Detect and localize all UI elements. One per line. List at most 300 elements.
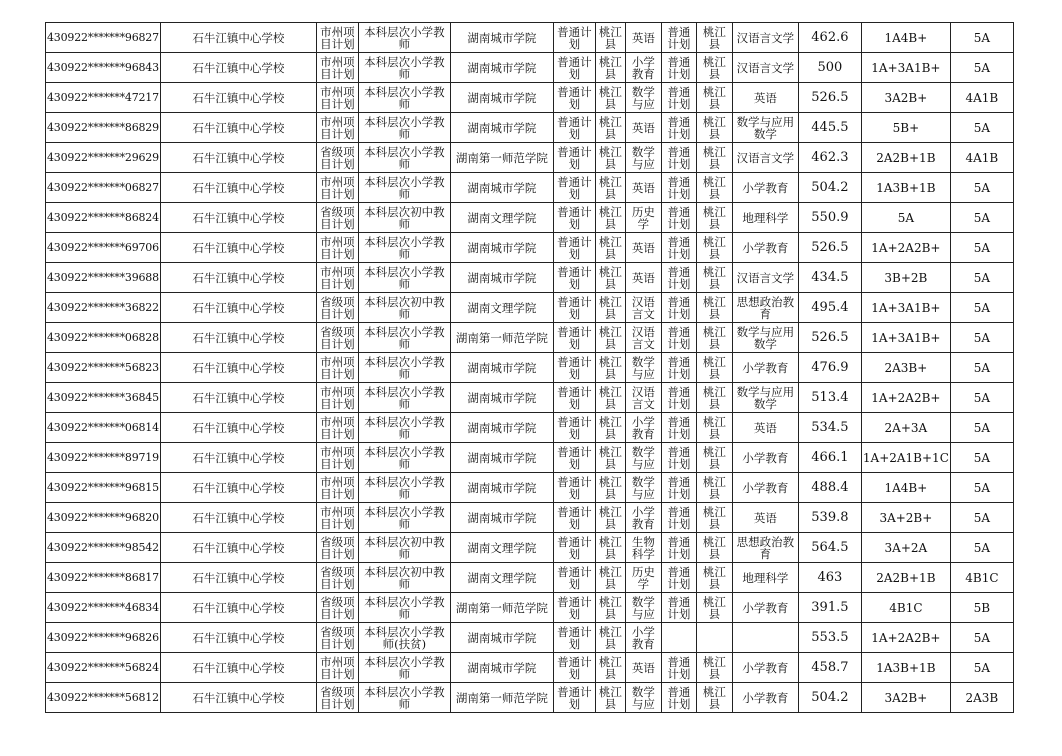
county-2-cell: 桃江县 [696,263,732,293]
college-cell: 湖南城市学院 [450,383,553,413]
score-cell: 463 [798,563,861,593]
plan-level-cell: 市州项目计划 [316,263,358,293]
plan-type-cell: 普通计划 [553,203,595,233]
grade-combination-cell: 1A+3A1B+ [861,53,950,83]
program-cell: 本科层次小学教师 [358,653,450,683]
major-cell: 英语 [732,503,798,533]
county-cell: 桃江县 [595,683,625,713]
grade-level-cell: 5A [950,173,1013,203]
grade-combination-cell: 3A2B+ [861,683,950,713]
major-cell: 小学教育 [732,233,798,263]
major-cell: 汉语言文学 [732,143,798,173]
school-cell: 石牛江镇中心学校 [160,203,316,233]
plan-type-cell: 普通计划 [553,623,595,653]
school-cell: 石牛江镇中心学校 [160,473,316,503]
college-cell: 湖南第一师范学院 [450,143,553,173]
college-cell: 湖南城市学院 [450,653,553,683]
major-cell: 地理科学 [732,563,798,593]
grade-combination-cell: 3A2B+ [861,83,950,113]
grade-combination-cell: 2A2B+1B [861,563,950,593]
college-cell: 湖南城市学院 [450,173,553,203]
subject-cell: 数学与应 [625,83,661,113]
college-cell: 湖南文理学院 [450,563,553,593]
grade-level-cell: 5A [950,113,1013,143]
program-cell: 本科层次初中教师 [358,563,450,593]
id-number-cell: 430922*******47217 [46,83,161,113]
plan-level-cell: 省级项目计划 [316,563,358,593]
school-cell: 石牛江镇中心学校 [160,323,316,353]
program-cell: 本科层次小学教师 [358,683,450,713]
grade-level-cell: 5A [950,353,1013,383]
grade-combination-cell: 1A+2A2B+ [861,233,950,263]
major-cell: 小学教育 [732,473,798,503]
major-cell: 汉语言文学 [732,23,798,53]
county-2-cell: 桃江县 [696,53,732,83]
county-2-cell: 桃江县 [696,533,732,563]
plan-type-2-cell: 普通计划 [661,323,696,353]
major-cell: 思想政治教育 [732,533,798,563]
table-row [46,293,1014,323]
plan-level-cell: 市州项目计划 [316,53,358,83]
college-cell: 湖南城市学院 [450,23,553,53]
score-cell: 500 [798,53,861,83]
plan-type-2-cell: 普通计划 [661,143,696,173]
subject-cell: 数学与应 [625,443,661,473]
program-cell: 本科层次小学教师 [358,443,450,473]
score-cell: 458.7 [798,653,861,683]
county-2-cell: 桃江县 [696,113,732,143]
college-cell: 湖南城市学院 [450,473,553,503]
county-cell: 桃江县 [595,533,625,563]
program-cell: 本科层次小学教师 [358,353,450,383]
subject-cell: 小学教育 [625,623,661,653]
county-cell: 桃江县 [595,173,625,203]
table-row [46,533,1014,563]
plan-type-2-cell: 普通计划 [661,53,696,83]
grade-level-cell: 5A [950,203,1013,233]
plan-level-cell: 市州项目计划 [316,113,358,143]
county-2-cell: 桃江县 [696,683,732,713]
plan-type-cell: 普通计划 [553,53,595,83]
school-cell: 石牛江镇中心学校 [160,443,316,473]
grade-level-cell: 4A1B [950,83,1013,113]
subject-cell: 数学与应 [625,473,661,503]
plan-type-cell: 普通计划 [553,233,595,263]
college-cell: 湖南城市学院 [450,503,553,533]
plan-type-2-cell: 普通计划 [661,113,696,143]
plan-type-cell: 普通计划 [553,293,595,323]
school-cell: 石牛江镇中心学校 [160,653,316,683]
major-cell: 小学教育 [732,353,798,383]
score-cell: 526.5 [798,323,861,353]
table-row [46,173,1014,203]
grade-level-cell: 5A [950,413,1013,443]
county-cell: 桃江县 [595,23,625,53]
grade-level-cell: 5A [950,653,1013,683]
subject-cell: 汉语言文 [625,293,661,323]
college-cell: 湖南城市学院 [450,53,553,83]
subject-cell: 小学教育 [625,53,661,83]
id-number-cell: 430922*******29629 [46,143,161,173]
grade-combination-cell: 1A+3A1B+ [861,293,950,323]
program-cell: 本科层次小学教师 [358,413,450,443]
grade-level-cell: 2A3B [950,683,1013,713]
grade-combination-cell: 3A+2B+ [861,503,950,533]
major-cell: 汉语言文学 [732,53,798,83]
subject-cell: 英语 [625,263,661,293]
college-cell: 湖南城市学院 [450,413,553,443]
grade-combination-cell: 2A3B+ [861,353,950,383]
plan-type-cell: 普通计划 [553,653,595,683]
county-2-cell: 桃江县 [696,413,732,443]
id-number-cell: 430922*******86829 [46,113,161,143]
table-row [46,623,1014,653]
table-row [46,683,1014,713]
county-cell: 桃江县 [595,623,625,653]
score-cell: 504.2 [798,173,861,203]
school-cell: 石牛江镇中心学校 [160,593,316,623]
score-cell: 466.1 [798,443,861,473]
plan-level-cell: 省级项目计划 [316,683,358,713]
grade-level-cell: 5A [950,623,1013,653]
grade-combination-cell: 1A4B+ [861,473,950,503]
plan-type-2-cell: 普通计划 [661,533,696,563]
score-cell: 488.4 [798,473,861,503]
major-cell: 小学教育 [732,653,798,683]
id-number-cell: 430922*******89719 [46,443,161,473]
plan-level-cell: 省级项目计划 [316,623,358,653]
table-row [46,83,1014,113]
subject-cell: 小学教育 [625,413,661,443]
plan-type-cell: 普通计划 [553,383,595,413]
school-cell: 石牛江镇中心学校 [160,353,316,383]
county-2-cell: 桃江县 [696,563,732,593]
school-cell: 石牛江镇中心学校 [160,143,316,173]
table-row [46,143,1014,173]
school-cell: 石牛江镇中心学校 [160,23,316,53]
county-cell: 桃江县 [595,353,625,383]
grade-combination-cell: 1A+2A2B+ [861,383,950,413]
major-cell [732,623,798,653]
grade-combination-cell: 5B+ [861,113,950,143]
plan-type-cell: 普通计划 [553,443,595,473]
score-cell: 504.2 [798,683,861,713]
plan-type-cell: 普通计划 [553,23,595,53]
score-cell: 539.8 [798,503,861,533]
county-cell: 桃江县 [595,113,625,143]
college-cell: 湖南文理学院 [450,203,553,233]
grade-combination-cell: 1A+3A1B+ [861,323,950,353]
plan-type-cell: 普通计划 [553,263,595,293]
program-cell: 本科层次小学教师 [358,173,450,203]
plan-level-cell: 市州项目计划 [316,83,358,113]
county-cell: 桃江县 [595,53,625,83]
table-body [46,23,1014,713]
school-cell: 石牛江镇中心学校 [160,113,316,143]
major-cell: 思想政治教育 [732,293,798,323]
subject-cell: 汉语言文 [625,323,661,353]
county-2-cell: 桃江县 [696,23,732,53]
id-number-cell: 430922*******46834 [46,593,161,623]
program-cell: 本科层次小学教师 [358,83,450,113]
subject-cell: 数学与应 [625,353,661,383]
program-cell: 本科层次小学教师 [358,503,450,533]
subject-cell: 数学与应 [625,593,661,623]
county-cell: 桃江县 [595,653,625,683]
plan-type-2-cell: 普通计划 [661,653,696,683]
id-number-cell: 430922*******06827 [46,173,161,203]
county-2-cell: 桃江县 [696,653,732,683]
plan-type-2-cell: 普通计划 [661,353,696,383]
plan-type-cell: 普通计划 [553,353,595,383]
grade-level-cell: 5A [950,23,1013,53]
college-cell: 湖南城市学院 [450,443,553,473]
grade-level-cell: 5A [950,473,1013,503]
major-cell: 数学与应用数学 [732,323,798,353]
county-2-cell: 桃江县 [696,323,732,353]
plan-level-cell: 市州项目计划 [316,23,358,53]
subject-cell: 英语 [625,233,661,263]
plan-type-cell: 普通计划 [553,323,595,353]
plan-level-cell: 省级项目计划 [316,293,358,323]
program-cell: 本科层次初中教师 [358,203,450,233]
program-cell: 本科层次初中教师 [358,533,450,563]
plan-level-cell: 市州项目计划 [316,353,358,383]
subject-cell: 历史学 [625,563,661,593]
plan-level-cell: 市州项目计划 [316,233,358,263]
plan-level-cell: 市州项目计划 [316,503,358,533]
school-cell: 石牛江镇中心学校 [160,173,316,203]
id-number-cell: 430922*******86817 [46,563,161,593]
county-cell: 桃江县 [595,203,625,233]
county-2-cell: 桃江县 [696,203,732,233]
county-2-cell: 桃江县 [696,143,732,173]
county-2-cell: 桃江县 [696,83,732,113]
plan-type-2-cell: 普通计划 [661,293,696,323]
plan-level-cell: 省级项目计划 [316,323,358,353]
plan-level-cell: 省级项目计划 [316,533,358,563]
plan-type-2-cell [661,623,696,653]
college-cell: 湖南第一师范学院 [450,323,553,353]
score-cell: 526.5 [798,233,861,263]
table-row [46,203,1014,233]
plan-type-2-cell: 普通计划 [661,203,696,233]
subject-cell: 历史学 [625,203,661,233]
subject-cell: 英语 [625,173,661,203]
program-cell: 本科层次小学教师 [358,593,450,623]
school-cell: 石牛江镇中心学校 [160,563,316,593]
grade-combination-cell: 3B+2B [861,263,950,293]
score-cell: 434.5 [798,263,861,293]
grade-combination-cell: 2A+3A [861,413,950,443]
school-cell: 石牛江镇中心学校 [160,83,316,113]
school-cell: 石牛江镇中心学校 [160,503,316,533]
grade-combination-cell: 5A [861,203,950,233]
id-number-cell: 430922*******56823 [46,353,161,383]
county-2-cell: 桃江县 [696,383,732,413]
plan-type-2-cell: 普通计划 [661,443,696,473]
college-cell: 湖南城市学院 [450,263,553,293]
plan-level-cell: 市州项目计划 [316,473,358,503]
grade-level-cell: 5A [950,443,1013,473]
table-row [46,653,1014,683]
program-cell: 本科层次小学教师 [358,113,450,143]
grade-combination-cell: 1A+2A1B+1C [861,443,950,473]
plan-type-cell: 普通计划 [553,593,595,623]
school-cell: 石牛江镇中心学校 [160,383,316,413]
plan-type-2-cell: 普通计划 [661,473,696,503]
county-2-cell: 桃江县 [696,593,732,623]
county-2-cell: 桃江县 [696,503,732,533]
school-cell: 石牛江镇中心学校 [160,413,316,443]
county-cell: 桃江县 [595,143,625,173]
grade-level-cell: 5A [950,53,1013,83]
plan-type-2-cell: 普通计划 [661,683,696,713]
grade-combination-cell: 3A+2A [861,533,950,563]
id-number-cell: 430922*******96820 [46,503,161,533]
table-row [46,353,1014,383]
table-row [46,443,1014,473]
college-cell: 湖南城市学院 [450,353,553,383]
grade-level-cell: 5A [950,293,1013,323]
grade-level-cell: 5A [950,233,1013,263]
plan-level-cell: 市州项目计划 [316,383,358,413]
subject-cell: 数学与应 [625,143,661,173]
county-cell: 桃江县 [595,383,625,413]
score-cell: 550.9 [798,203,861,233]
id-number-cell: 430922*******96827 [46,23,161,53]
table-row [46,563,1014,593]
college-cell: 湖南城市学院 [450,113,553,143]
college-cell: 湖南文理学院 [450,533,553,563]
score-cell: 526.5 [798,83,861,113]
plan-type-2-cell: 普通计划 [661,563,696,593]
county-cell: 桃江县 [595,233,625,263]
school-cell: 石牛江镇中心学校 [160,293,316,323]
program-cell: 本科层次小学教师 [358,383,450,413]
subject-cell: 生物科学 [625,533,661,563]
grade-combination-cell: 1A+2A2B+ [861,623,950,653]
school-cell: 石牛江镇中心学校 [160,233,316,263]
table-row [46,23,1014,53]
plan-type-2-cell: 普通计划 [661,503,696,533]
county-cell: 桃江县 [595,473,625,503]
county-cell: 桃江县 [595,503,625,533]
county-cell: 桃江县 [595,593,625,623]
plan-type-2-cell: 普通计划 [661,593,696,623]
subject-cell: 数学与应 [625,683,661,713]
county-2-cell: 桃江县 [696,443,732,473]
program-cell: 本科层次小学教师 [358,23,450,53]
id-number-cell: 430922*******56824 [46,653,161,683]
college-cell: 湖南第一师范学院 [450,683,553,713]
subject-cell: 英语 [625,653,661,683]
plan-level-cell: 市州项目计划 [316,653,358,683]
grade-combination-cell: 1A3B+1B [861,173,950,203]
id-number-cell: 430922*******86824 [46,203,161,233]
id-number-cell: 430922*******39688 [46,263,161,293]
id-number-cell: 430922*******96826 [46,623,161,653]
plan-level-cell: 省级项目计划 [316,143,358,173]
plan-type-cell: 普通计划 [553,113,595,143]
county-cell: 桃江县 [595,443,625,473]
admission-table [45,22,1014,713]
major-cell: 英语 [732,413,798,443]
major-cell: 地理科学 [732,203,798,233]
table-row [46,593,1014,623]
plan-type-cell: 普通计划 [553,413,595,443]
program-cell: 本科层次初中教师 [358,293,450,323]
college-cell: 湖南第一师范学院 [450,593,553,623]
program-cell: 本科层次小学教师(扶贫) [358,623,450,653]
subject-cell: 英语 [625,23,661,53]
score-cell: 462.3 [798,143,861,173]
plan-type-2-cell: 普通计划 [661,263,696,293]
plan-level-cell: 市州项目计划 [316,443,358,473]
program-cell: 本科层次小学教师 [358,323,450,353]
grade-level-cell: 4B1C [950,563,1013,593]
grade-level-cell: 5A [950,263,1013,293]
table-row [46,53,1014,83]
plan-level-cell: 省级项目计划 [316,593,358,623]
id-number-cell: 430922*******36845 [46,383,161,413]
major-cell: 小学教育 [732,593,798,623]
id-number-cell: 430922*******96815 [46,473,161,503]
plan-type-cell: 普通计划 [553,533,595,563]
id-number-cell: 430922*******36822 [46,293,161,323]
program-cell: 本科层次小学教师 [358,233,450,263]
program-cell: 本科层次小学教师 [358,263,450,293]
county-cell: 桃江县 [595,563,625,593]
grade-level-cell: 5A [950,533,1013,563]
id-number-cell: 430922*******98542 [46,533,161,563]
score-cell: 513.4 [798,383,861,413]
grade-level-cell: 5A [950,323,1013,353]
major-cell: 数学与应用数学 [732,113,798,143]
grade-combination-cell: 1A3B+1B [861,653,950,683]
plan-type-2-cell: 普通计划 [661,173,696,203]
program-cell: 本科层次小学教师 [358,473,450,503]
table-row [46,263,1014,293]
county-2-cell [696,623,732,653]
county-2-cell: 桃江县 [696,173,732,203]
id-number-cell: 430922*******06828 [46,323,161,353]
grade-level-cell: 5A [950,383,1013,413]
college-cell: 湖南城市学院 [450,83,553,113]
county-cell: 桃江县 [595,263,625,293]
plan-type-cell: 普通计划 [553,143,595,173]
plan-type-2-cell: 普通计划 [661,413,696,443]
subject-cell: 英语 [625,113,661,143]
id-number-cell: 430922*******69706 [46,233,161,263]
score-cell: 476.9 [798,353,861,383]
plan-type-2-cell: 普通计划 [661,83,696,113]
grade-level-cell: 4A1B [950,143,1013,173]
school-cell: 石牛江镇中心学校 [160,53,316,83]
grade-level-cell: 5B [950,593,1013,623]
college-cell: 湖南城市学院 [450,233,553,263]
college-cell: 湖南城市学院 [450,623,553,653]
county-2-cell: 桃江县 [696,233,732,263]
score-cell: 462.6 [798,23,861,53]
table-row [46,413,1014,443]
table-row [46,473,1014,503]
score-cell: 534.5 [798,413,861,443]
score-cell: 495.4 [798,293,861,323]
major-cell: 汉语言文学 [732,263,798,293]
county-cell: 桃江县 [595,83,625,113]
plan-type-cell: 普通计划 [553,173,595,203]
